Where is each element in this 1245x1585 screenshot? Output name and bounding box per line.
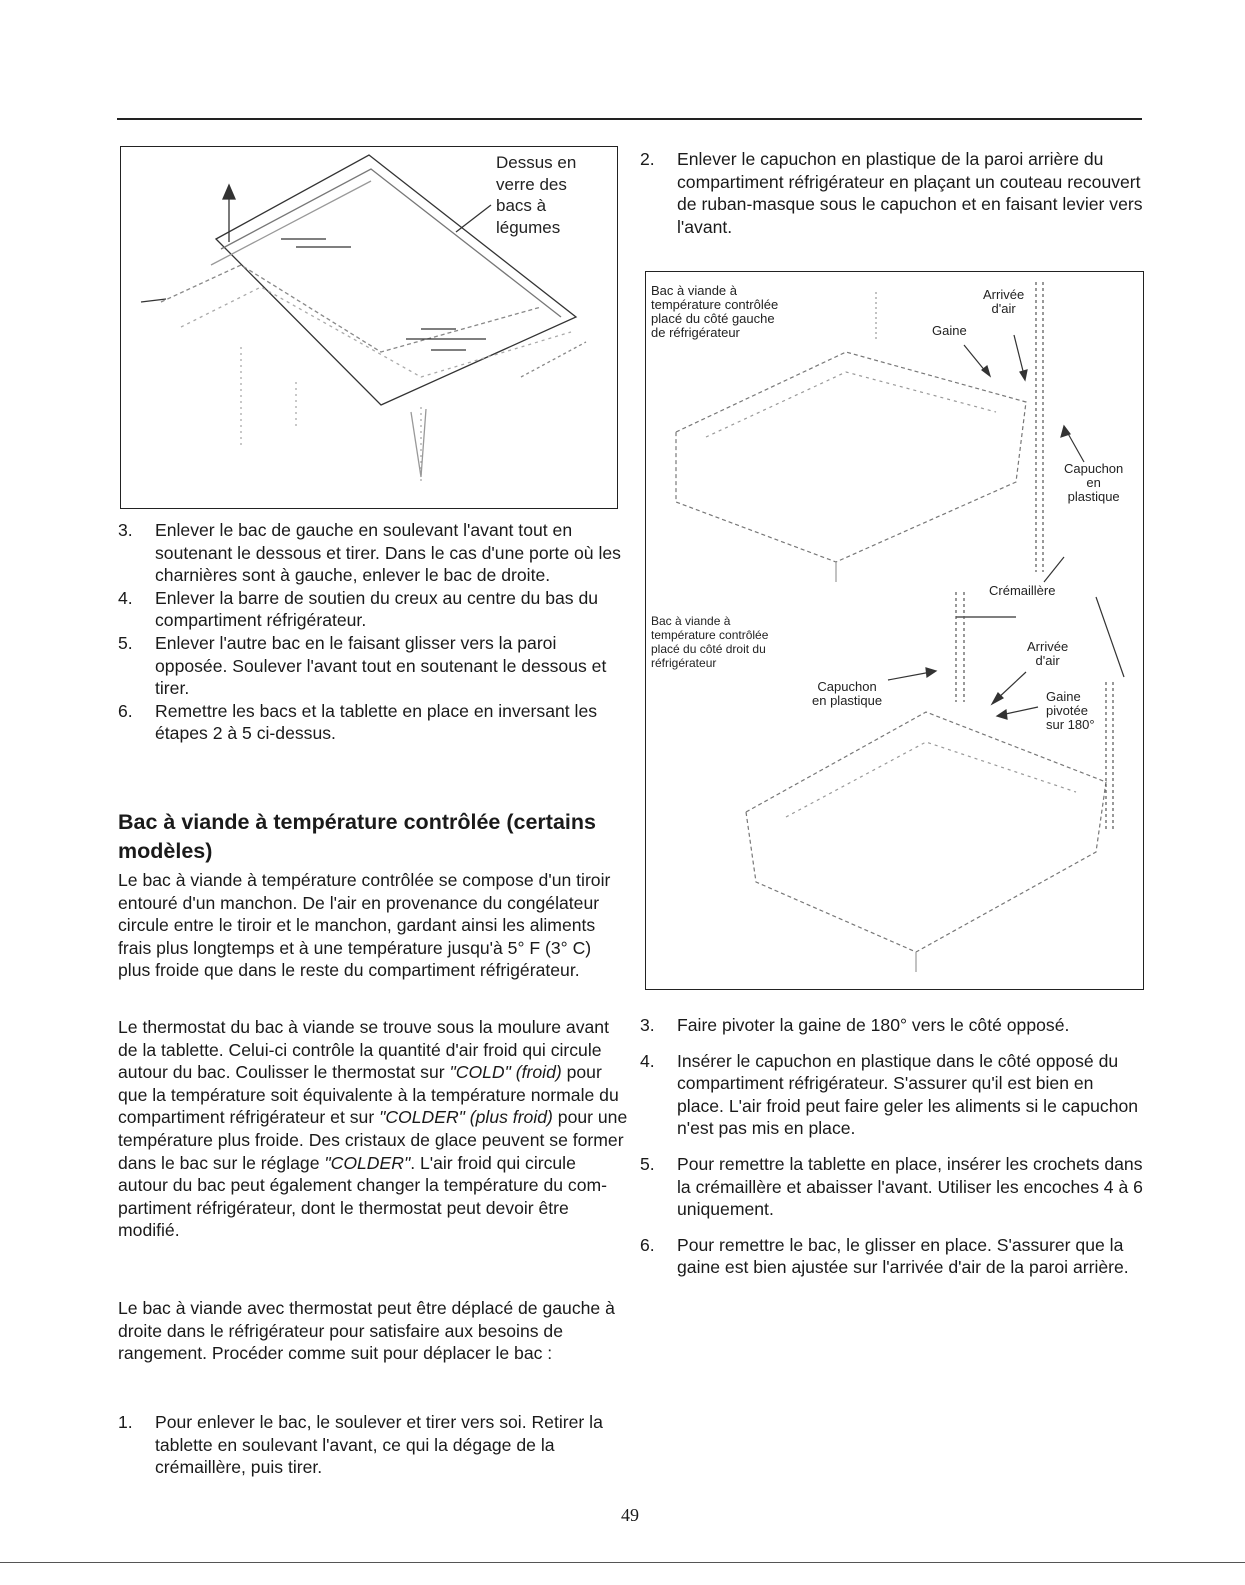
list-item	[640, 1153, 1145, 1221]
step-text: Enlever le capuchon en plastique de la paroi arrière du compartiment réfrigérateur en plaçant un couteau recouvert de ruban-masque sous le capuchon et en faisant levier vers l'avant.	[677, 149, 1143, 237]
header-rule	[117, 118, 1142, 120]
list-item	[118, 700, 628, 745]
step-text: Pour remettre le bac, le glisser en place. S'assurer que la gaine est bien ajustée sur l'arrivée d'air de la paroi arrière.	[677, 1234, 1129, 1278]
list-item	[118, 587, 628, 632]
step-number: 6.	[118, 700, 133, 721]
text-run: pour une température plus froide. Des cristaux de glace peuvent se former dans le bac sur le réglage	[118, 1107, 628, 1173]
text-run: pour que la température soit équivalente à la température normale du compartiment réfrigérateur et sur	[118, 1062, 619, 1128]
intro-paragraph: Le bac à viande à température contrôlée se compose d'un tiroir entouré d'un manchon. De l'air en provenance du congélateur circule entre le tiroir et le manchon, gardant ainsi les aliments frais plus longtemps et à une température jusqu'à 5° F (3° C) plus froide que dans le reste du compartiment réfrigérateur.	[118, 870, 611, 981]
relocation-paragraph: Le bac à viande avec thermostat peut être déplacé de gauche à droite dans le réfrigérateur pour satisfaire aux besoins de rangement. Procéder comme suit pour déplacer le bac :	[118, 1298, 615, 1364]
left-position-label: Bac à viande à température contrôlée placé du côté gauche de réfrigérateur	[651, 283, 779, 340]
air-inlet-label-bottom: Arrivée d'air	[1027, 639, 1069, 668]
step-number: 3.	[118, 520, 133, 540]
section-heading: Bac à viande à température contrôlée (certains modèles)	[118, 810, 596, 863]
step-number: 5.	[118, 632, 133, 653]
relocation-steps-list-cont	[640, 148, 1145, 238]
step-text: Enlever le bac de gauche en soulevant l'avant tout en soutenant le dessous et tirer. Dans le cas d'une porte où les charnières sont à gauche, enlever le bac de droite.	[155, 520, 621, 586]
list-item	[640, 148, 1145, 238]
colder-setting: "COLDER"	[324, 1152, 411, 1173]
step-number: 3.	[640, 1015, 655, 1035]
step-text: Enlever l'autre bac en le faisant glisser vers la paroi opposée. Soulever l'avant tout en soutenant le dessous et tirer.	[155, 632, 607, 699]
list-item	[118, 519, 628, 587]
list-item	[640, 1050, 1145, 1140]
thermostat-paragraph	[118, 1016, 628, 1242]
rotated-duct-label: Gaine pivotée sur 180°	[1046, 689, 1095, 732]
step-text: Faire pivoter la gaine de 180° vers le côté opposé.	[677, 1015, 1070, 1035]
list-item	[118, 632, 628, 700]
crisper-glass-illustration	[120, 146, 618, 509]
text-run: Le thermostat du bac à viande se trouve sous la moulure avant de la tablette. Celui-ci contrôle la quantité d'air froid qui circule autour du bac. Coulisser le thermostat sur	[118, 1017, 609, 1083]
list-item	[118, 1411, 628, 1479]
step-number: 1.	[118, 1412, 133, 1432]
plastic-cap-label: Capuchon en plastique	[1064, 461, 1124, 504]
step-number: 4.	[118, 587, 133, 608]
step-text: Remettre les bacs et la tablette en place en inversant les étapes 2 à 5 ci-dessus.	[155, 700, 598, 744]
step-number: 2.	[640, 149, 655, 169]
step-number: 4.	[640, 1050, 655, 1071]
reinstall-steps-list	[640, 1014, 1145, 1292]
text-run: . L'air froid qui circule autour du bac peut également changer la température du com-partiment réfrigérateur, dont le thermostat peut devoir être modifié.	[118, 1152, 608, 1241]
step-text: Enlever la barre de soutien du creux au centre du bas du compartiment réfrigérateur.	[155, 587, 599, 631]
step-text: Pour remettre la tablette en place, insérer les crochets dans la crémaillère et abaisser l'avant. Utiliser les encoches 4 à 6 uniquement.	[677, 1153, 1143, 1220]
glass-top-label: Dessus en verre des bacs à légumes	[496, 153, 577, 237]
relocation-steps-list	[118, 1411, 628, 1479]
list-item	[640, 1014, 1145, 1037]
list-item	[640, 1234, 1145, 1279]
cold-setting: "COLD" (froid)	[449, 1062, 562, 1083]
air-inlet-label: Arrivée d'air	[983, 287, 1025, 316]
duct-label: Gaine	[932, 323, 967, 338]
meat-keeper-illustration	[645, 271, 1144, 990]
page-number: 49	[621, 1505, 639, 1525]
rack-label: Crémaillère	[989, 583, 1056, 598]
step-number: 6.	[640, 1234, 655, 1255]
step-text: Insérer le capuchon en plastique dans le côté opposé du compartiment réfrigérateur. S'assurer qu'il est bien en place. L'air froid peut faire geler les aliments si le capuchon n'est pas mis en place.	[677, 1050, 1139, 1139]
colder-setting: "COLDER" (plus froid)	[379, 1107, 553, 1128]
plastic-cap-label-bottom: Capuchon en plastique	[812, 679, 883, 708]
step-number: 5.	[640, 1153, 655, 1174]
footer-rule	[0, 1562, 1245, 1563]
right-position-label: Bac à viande à température contrôlée placé du côté droit du réfrigérateur	[651, 614, 769, 670]
step-text: Pour enlever le bac, le soulever et tirer vers soi. Retirer la tablette en soulevant l'avant, ce qui la dégage de la crémaillère, puis tirer.	[155, 1412, 603, 1478]
removal-steps-list	[118, 519, 628, 745]
